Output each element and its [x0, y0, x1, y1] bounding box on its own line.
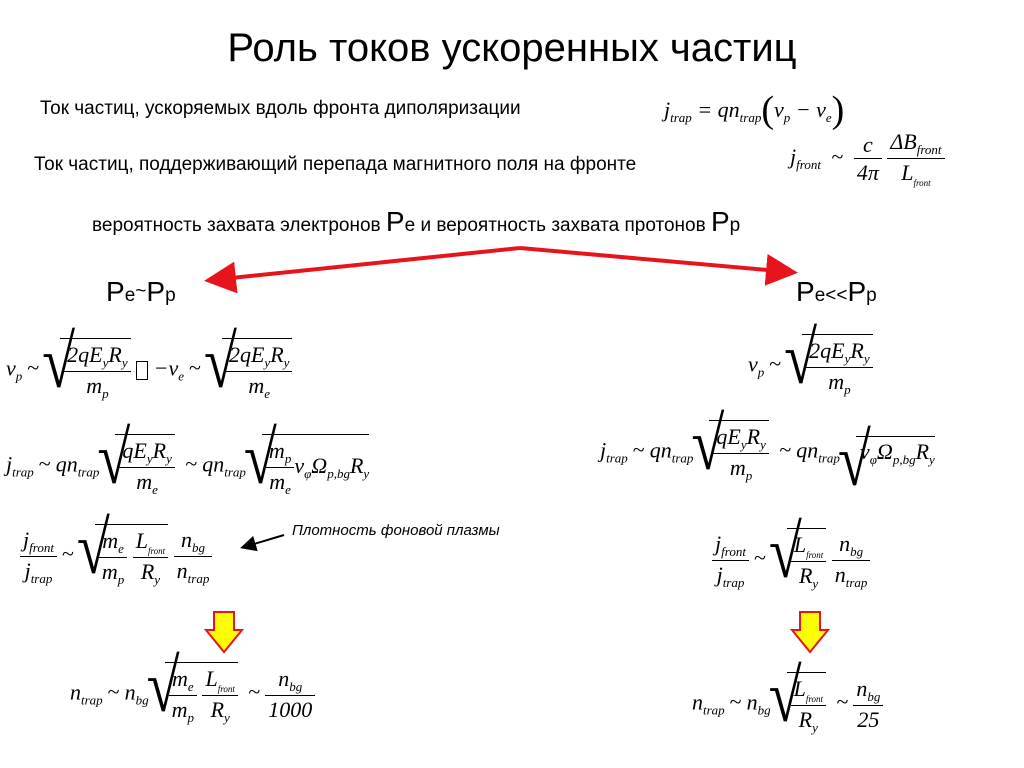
line3-protons-text: и вероятность захвата протонов — [420, 215, 706, 236]
left-n-trap-formula: $n_{trap}$ ~ $n_{bg}$ √ $\frac{m_e}{m_p}$ $\frac{L_{front}}{R_y}$ ~ $\frac{n_{bg}}{1000}$ — [70, 662, 315, 727]
left-branch-arrow — [212, 248, 520, 280]
line2-text: Ток частиц, поддерживающий перепада магнитного поля на фронте — [34, 154, 637, 175]
left-ratio-formula: $\frac{j_{front}}{j_{trap}}$ ~ √ $\frac{m_e}{m_p}$ $\frac{L_{front}}{R_y}$ $\frac{n_{bg}}{n_{trap}}$ — [20, 524, 212, 589]
annotation-arrow — [244, 535, 284, 547]
Pp-symbol: Pp — [710, 206, 741, 237]
slide-title: Роль токов ускоренных частиц — [227, 26, 797, 70]
right-branch-arrow — [520, 248, 790, 272]
left-j-trap-formula: $j_{trap}$ ~ $qn_{trap}$ √ $\frac{qE_yR_y}{m_e}$ ~ $qn_{trap}$ √ $\frac{m_p}{m_e}$ $v_\varphi\Omega_{p,bg}R_y$ — [6, 434, 369, 499]
right-velocity-formula: $v_p$ ~ √ $\frac{2qE_yR_y}{m_p}$ — [748, 334, 873, 399]
right-ratio-formula: $\frac{j_{front}}{j_{trap}}$ ~ √ $\frac{L_{front}}{R_y}$ $\frac{n_{bg}}{n_{trap}}$ — [712, 528, 870, 593]
right-j-trap-formula: $j_{trap}$ ~ $qn_{trap}$ √ $\frac{qE_yR_y}{m_p}$ ~ $qn_{trap}√$ $v_\varphi\Omega_{p,bg}R_y$ — [600, 420, 935, 485]
Pe-symbol: Pe — [385, 206, 416, 237]
left-case-header: Pe~Pp — [106, 276, 176, 307]
right-final-denominator: 25 — [857, 707, 880, 733]
left-down-arrow — [206, 612, 242, 652]
right-down-arrow — [792, 612, 828, 652]
right-n-trap-formula: $n_{trap}$ ~ $n_{bg}$ √ $\frac{L_{front}}{R_y}$ ~ $\frac{n_{bg}}{25}$ — [692, 672, 883, 737]
annotation-background-plasma: Плотность фоновой плазмы — [292, 522, 500, 539]
line1-text: Ток частиц, ускоряемых вдоль фронта диполяризации — [40, 98, 521, 119]
left-velocity-formula: $v_p$ ~ √ $\frac{2qE_yR_y}{m_p}$ $-v_e$ ~ √ $\frac{2qE_yR_y}{m_e}$ — [6, 338, 292, 403]
line3-electrons-text: вероятность захвата электронов — [92, 215, 381, 236]
formula-j-trap: $j_{trap} = qn_{trap}(v_p - v_e)$ — [664, 89, 845, 131]
left-final-denominator: 1000 — [268, 697, 313, 723]
formula-j-front: $j_{front}$ ~ $\frac{c}{4\pi}$ $\frac{\Delta B_{front}}{L_{front}}$ — [790, 128, 945, 190]
right-case-header: Pe<<Pp — [796, 276, 877, 307]
